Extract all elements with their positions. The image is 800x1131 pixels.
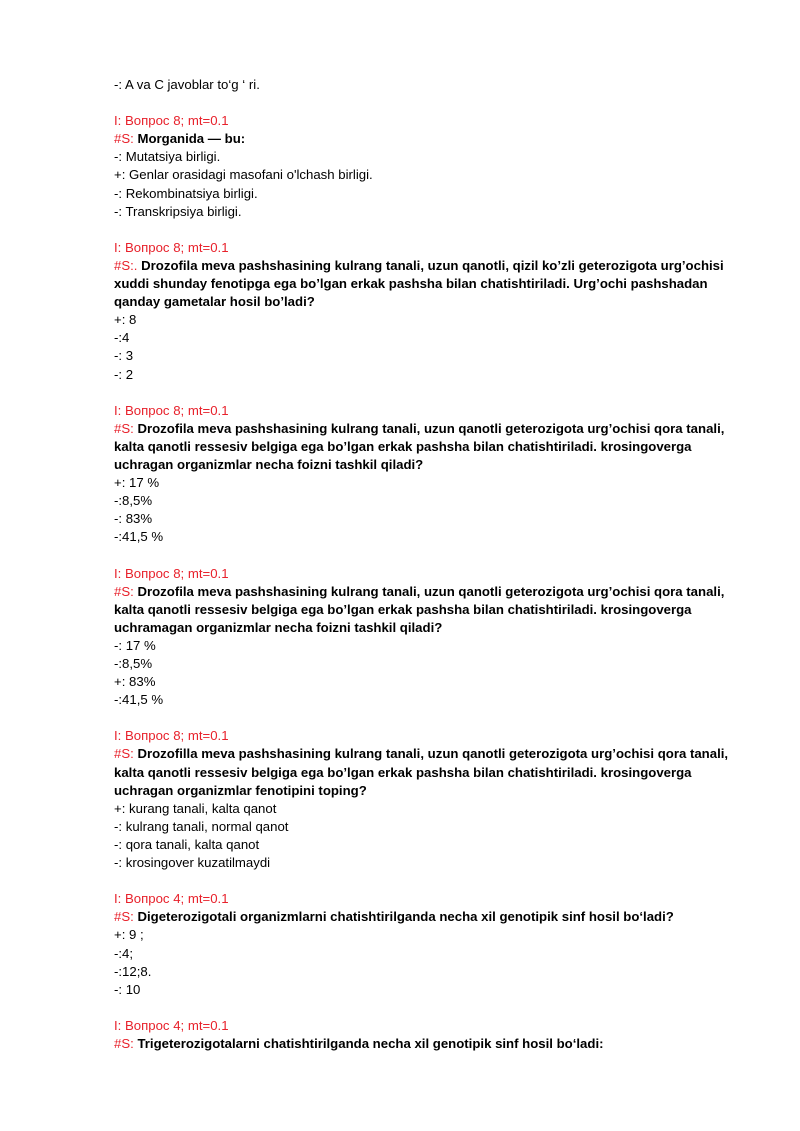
question-header: I: Вопрос 8; mt=0.1 xyxy=(114,728,229,744)
s-tag: #S: xyxy=(114,1035,134,1051)
answer-option: -: krosingover kuzatilmaydi xyxy=(114,855,271,871)
answer-option: -: 83% xyxy=(114,511,153,527)
question-text: Drozofilla meva pashshasining kulrang tanali, uzun qanotli geterozigota urg’ochisi qora tanali, kalta qanotli ressesiv belgiga ega bo’lgan erkak pashsha bilan chatishtiriladi. krosingoverga uchragan organizmlar fenotipini toping? xyxy=(114,746,729,798)
answer-option: -:4 xyxy=(114,330,130,346)
question-header: I: Вопрос 8; mt=0.1 xyxy=(114,565,229,581)
question-header: I: Вопрос 4; mt=0.1 xyxy=(114,891,229,907)
answer-option: -: Transkripsiya birligi. xyxy=(114,203,242,219)
answer-option: -: 17 % xyxy=(114,637,156,653)
s-tag: #S: xyxy=(114,131,134,147)
answer-option: -:41,5 % xyxy=(114,529,164,545)
top-answer-line: -: A va C javoblar to‘g ‘ ri. xyxy=(114,77,260,92)
answer-option: +: 8 xyxy=(114,312,137,328)
answer-option: -: kulrang tanali, normal qanot xyxy=(114,818,289,834)
s-tag: #S: xyxy=(114,746,134,762)
question-text-line xyxy=(114,583,750,637)
question-header: I: Вопрос 8; mt=0.1 xyxy=(114,402,229,418)
answer-option: -: 3 xyxy=(114,348,134,364)
question-text-line xyxy=(114,130,750,148)
question-text: Drozofila meva pashshasining kulrang tanali, uzun qanotli, qizil ko’zli geterozigota urg’ochisi xuddi shunday fenotipga ega bo’lgan erkak pashsha bilan chatishtiriladi. Urg’ochi pashshadan qanday gametalar hosil bo’ladi? xyxy=(114,257,724,310)
s-tag: #S: xyxy=(114,583,134,599)
question-block xyxy=(114,112,750,221)
answer-option: -:41,5 % xyxy=(114,692,164,708)
answer-option: -: Mutatsiya birligi. xyxy=(114,149,221,165)
question-text-line xyxy=(114,745,750,799)
question-text-line xyxy=(114,1035,750,1053)
question-block xyxy=(114,1017,750,1053)
s-tag: #S: xyxy=(114,420,134,436)
answer-option: -:12;8. xyxy=(114,963,152,979)
question-text: Drozofila meva pashshasining kulrang tanali, uzun qanotli geterozigota urg’ochisi qora tanali, kalta qanotli ressesiv belgiga ega bo’lgan erkak pashsha bilan chatishtiriladi. krosingoverga uchramagan organizmlar necha foizni tashkil qiladi? xyxy=(114,583,725,635)
question-block xyxy=(114,890,750,999)
question-text: Trigeterozigotalarni chatishtirilganda necha xil genotipik sinf hosil bo‘ladi: xyxy=(137,1035,604,1051)
spacer xyxy=(114,94,750,112)
question-text: Drozofila meva pashshasining kulrang tanali, uzun qanotli geterozigota urg’ochisi qora tanali, kalta qanotli ressesiv belgiga ega bo’lgan erkak pashsha bilan chatishtiriladi. krosingoverga uchragan organizmlar necha foizni tashkil qiladi? xyxy=(114,420,725,472)
question-text: Morganida — bu: xyxy=(137,131,246,147)
answer-option: -: Rekombinatsiya birligi. xyxy=(114,185,258,201)
answer-option: +: 9 ; xyxy=(114,927,144,943)
question-text-line xyxy=(114,420,750,474)
answer-option: -: 2 xyxy=(114,366,134,382)
answer-option: -: qora tanali, kalta qanot xyxy=(114,836,260,852)
question-text-line xyxy=(114,257,750,311)
answer-option: -:4; xyxy=(114,945,134,961)
answer-option: +: 83% xyxy=(114,674,156,690)
answer-option: -: 10 xyxy=(114,981,141,997)
question-text: Digeterozigotali organizmlarni chatishtirilganda necha xil genotipik sinf hosil bo‘ladi? xyxy=(137,909,674,925)
question-block xyxy=(114,402,750,547)
question-text-line xyxy=(114,908,750,926)
s-tag: #S:. xyxy=(114,257,138,273)
question-block xyxy=(114,565,750,710)
question-header: I: Вопрос 4; mt=0.1 xyxy=(114,1017,229,1033)
answer-option: +: 17 % xyxy=(114,475,160,491)
answer-option: +: kurang tanali, kalta qanot xyxy=(114,800,277,816)
question-header: I: Вопрос 8; mt=0.1 xyxy=(114,239,229,255)
s-tag: #S: xyxy=(114,909,134,925)
answer-option: +: Genlar orasidagi masofani o'lchash birligi. xyxy=(114,167,373,183)
question-block xyxy=(114,239,750,384)
answer-option: -:8,5% xyxy=(114,493,153,509)
question-header: I: Вопрос 8; mt=0.1 xyxy=(114,113,229,129)
answer-option: -:8,5% xyxy=(114,656,153,671)
question-block xyxy=(114,727,750,872)
